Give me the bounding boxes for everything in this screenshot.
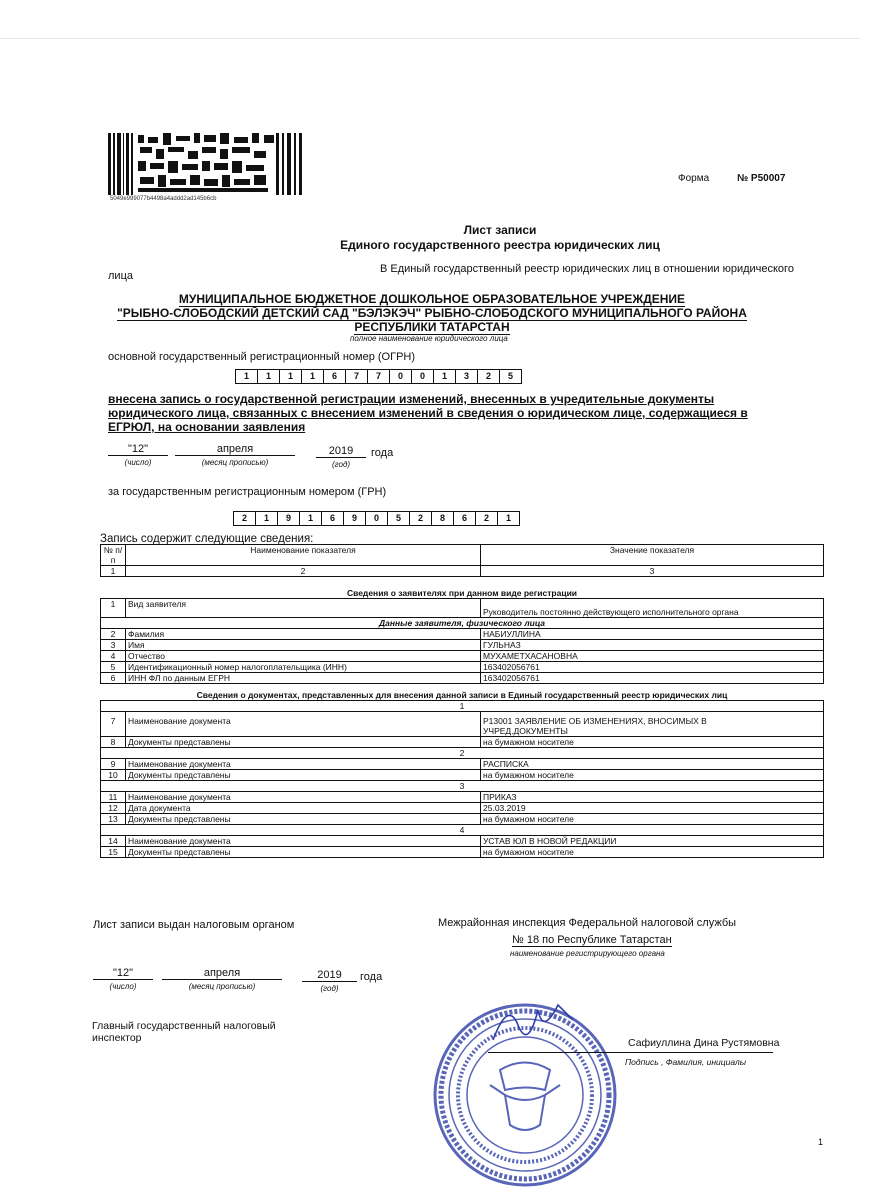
statement-line2: юридического лица, связанных с внесением изменений в сведения о юридическом лице, содержащиеся в: [108, 406, 748, 420]
signature-caption: Подпись , Фамилия, инициалы: [625, 1057, 747, 1067]
digit: 0: [411, 370, 433, 383]
table-row: 1 Вид заявителя Руководитель постоянно действующего исполнительного органа: [101, 599, 824, 618]
statement-line1: внесена запись о государственной регистрации изменений, внесенных в учредительные документы: [108, 392, 715, 406]
digit: 6: [453, 512, 475, 525]
signature-line: [488, 1052, 773, 1053]
org-name-line3: РЕСПУБЛИКИ ТАТАРСТАН: [354, 320, 510, 334]
digit: 9: [343, 512, 365, 525]
date2-suffix: года: [360, 971, 383, 983]
documents-table: [100, 690, 824, 858]
digit: 2: [475, 512, 497, 525]
page-number: 1: [818, 1137, 824, 1147]
digit: 6: [323, 370, 345, 383]
section-subtitle: Данные заявителя, физического лица: [101, 618, 824, 629]
digit: 9: [277, 512, 299, 525]
table-row: 3 Имя ГУЛЬНАЗ: [101, 640, 824, 651]
group-number: 2: [101, 748, 824, 759]
digit: 1: [255, 512, 277, 525]
group-number: 1: [101, 701, 824, 712]
col-value-index: 3: [481, 566, 824, 577]
org-name-line2: "РЫБНО-СЛОБОДСКИЙ ДЕТСКИЙ САД "БЭЛЭКЭЧ" РЫБНО-СЛОБОДСКОГО МУНИЦИПАЛЬНОГО РАЙОНА: [117, 306, 747, 320]
col-name-index: 2: [126, 566, 481, 577]
chief-inspector-title: Главный государственный налоговый инспектор: [92, 1020, 276, 1044]
inspection-line1: Межрайонная инспекция Федеральной налоговой службы: [438, 917, 737, 929]
date2-year: 2019: [302, 969, 357, 982]
intro-line2: лица: [108, 270, 133, 282]
form-number: № Р50007: [737, 173, 786, 184]
digit: 2: [409, 512, 431, 525]
doc-subtitle: Единого государственного реестра юридических лиц: [340, 238, 660, 252]
digit: 1: [243, 371, 249, 381]
table-row: 11 Наименование документа ПРИКАЗ: [101, 792, 824, 803]
date2-month-caption: (месяц прописью): [188, 982, 256, 991]
col-num-header: № п/п: [101, 545, 126, 566]
date2-day: "12": [93, 967, 153, 980]
inspection-line2: № 18 по Республике Татарстан: [512, 934, 672, 946]
applicants-table: [100, 588, 824, 684]
issued-by-label: Лист записи выдан налоговым органом: [93, 919, 295, 931]
digit: 1: [433, 370, 455, 383]
group-number: 4: [101, 825, 824, 836]
barcode-id: 5049e999077b4498a4addd2ad145b6cb: [110, 196, 217, 202]
section-title: Сведения о заявителях при данном виде регистрации: [346, 588, 578, 598]
digit: 7: [367, 370, 389, 383]
statement-line3: ЕГРЮЛ, на основании заявления: [108, 420, 306, 434]
digit: 7: [345, 370, 367, 383]
table-row: 12 Дата документа 25.03.2019: [101, 803, 824, 814]
table-row: 2 Фамилия НАБИУЛЛИНА: [101, 629, 824, 640]
digit: 3: [455, 370, 477, 383]
table-row: 10 Документы представлены на бумажном носителе: [101, 770, 824, 781]
table-row: 6 ИНН ФЛ по данным ЕГРН 163402056761: [101, 673, 824, 684]
grn-digits: [233, 511, 520, 526]
ogrn-digits: [235, 369, 522, 384]
ogrn-label: основной государственный регистрационный номер (ОГРН): [108, 351, 416, 363]
digit: 1: [279, 370, 301, 383]
group-number: 3: [101, 781, 824, 792]
date1-month-caption: (месяц прописью): [201, 458, 269, 467]
digit: 1: [497, 512, 519, 525]
digit: 1: [257, 370, 279, 383]
digit: 0: [389, 370, 411, 383]
table-row: 15 Документы представлены на бумажном носителе: [101, 847, 824, 858]
date1-year: 2019: [316, 445, 366, 458]
digit: 6: [321, 512, 343, 525]
digit: 1: [301, 370, 323, 383]
grn-label: за государственным регистрационным номером (ГРН): [108, 486, 387, 498]
digit: 2: [241, 513, 247, 523]
org-name-caption: полное наименование юридического лица: [350, 334, 508, 343]
org-name-line1: МУНИЦИПАЛЬНОЕ БЮДЖЕТНОЕ ДОШКОЛЬНОЕ ОБРАЗОВАТЕЛЬНОЕ УЧРЕЖДЕНИЕ: [178, 292, 686, 306]
digit: 0: [365, 512, 387, 525]
header-table: [100, 544, 824, 577]
col-name-header: Наименование показателя: [126, 545, 481, 566]
form-label: Форма: [678, 173, 710, 184]
table-row: 7 Наименование документа Р13001 ЗАЯВЛЕНИЕ ОБ ИЗМЕНЕНИЯХ, ВНОСИМЫХ В УЧРЕД.ДОКУМЕНТЫ: [101, 712, 824, 737]
col-num-index: 1: [101, 566, 126, 577]
table-row: 5 Идентификационный номер налогоплательщика (ИНН) 163402056761: [101, 662, 824, 673]
doc-title: Лист записи: [463, 223, 537, 237]
digit: 5: [387, 512, 409, 525]
table-row: 8 Документы представлены на бумажном носителе: [101, 737, 824, 748]
signer-name: Сафиуллина Дина Рустямовна: [628, 1037, 780, 1049]
table-row: 4 Отчество МУХАМЕТХАСАНОВНА: [101, 651, 824, 662]
table-row: 9 Наименование документа РАСПИСКА: [101, 759, 824, 770]
date1-day: "12": [108, 443, 168, 456]
table-row: 13 Документы представлены на бумажном носителе: [101, 814, 824, 825]
barcode-image: [108, 133, 304, 195]
signature-icon: [488, 990, 578, 1050]
date1-year-caption: (год): [331, 460, 351, 469]
date1-suffix: года: [371, 447, 394, 459]
date2-day-caption: (число): [109, 982, 137, 991]
date2-month: апреля: [162, 967, 282, 980]
record-label: Запись содержит следующие сведения:: [100, 533, 314, 545]
digit: 2: [477, 370, 499, 383]
date2-year-caption: (год): [320, 984, 339, 993]
date1-month: апреля: [175, 443, 295, 456]
intro-line1: В Единый государственный реестр юридических лиц в отношении юридического: [380, 263, 794, 275]
digit: 8: [431, 512, 453, 525]
section-title: Сведения о документах, представленных для внесения данной записи в Единый государственный реестр юридических лиц: [196, 690, 728, 700]
inspection-caption: наименование регистрирующего органа: [510, 949, 665, 958]
table-row: 14 Наименование документа УСТАВ ЮЛ В НОВОЙ РЕДАКЦИИ: [101, 836, 824, 847]
date1-day-caption: (число): [124, 458, 152, 467]
digit: 1: [299, 512, 321, 525]
col-value-header: Значение показателя: [481, 545, 824, 566]
digit: 5: [499, 370, 521, 383]
top-divider: [0, 38, 860, 39]
